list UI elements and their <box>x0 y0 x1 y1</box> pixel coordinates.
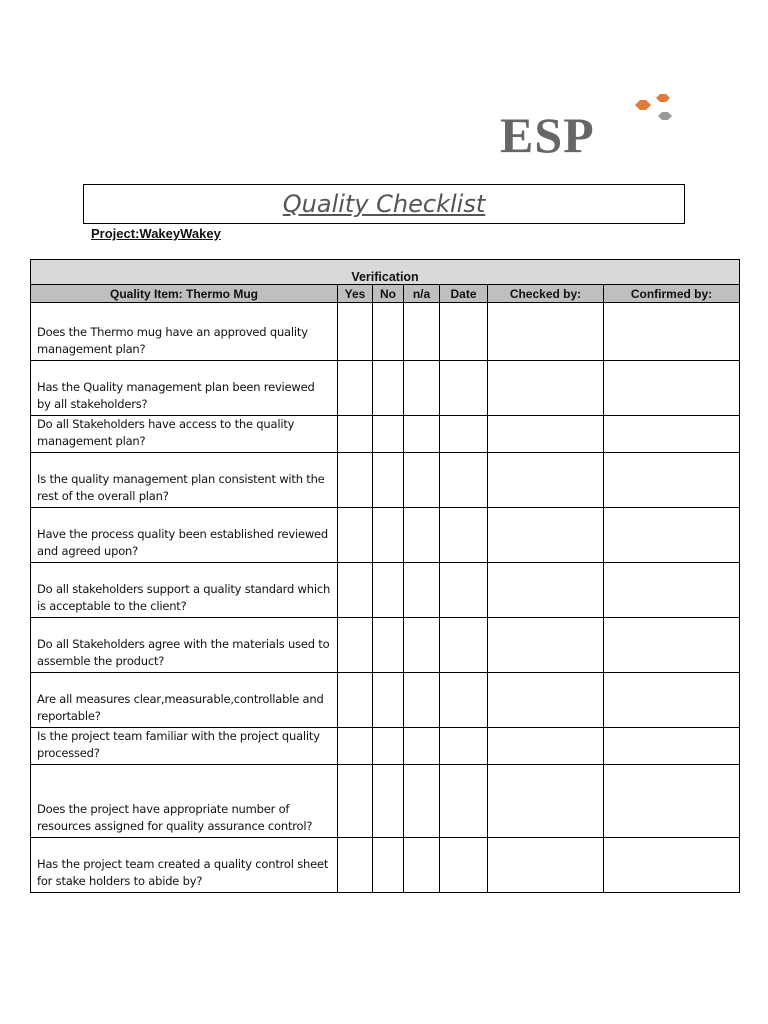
confirmed-by-cell[interactable] <box>604 508 740 563</box>
column-header-quality-item: Quality Item: Thermo Mug <box>31 285 338 303</box>
checked-by-cell[interactable] <box>488 416 604 453</box>
date-cell[interactable] <box>440 303 488 361</box>
na-cell[interactable] <box>404 838 440 893</box>
yes-cell[interactable] <box>338 303 373 361</box>
table-row <box>31 765 740 838</box>
no-cell[interactable] <box>373 765 404 838</box>
no-cell[interactable] <box>373 361 404 416</box>
date-cell[interactable] <box>440 765 488 838</box>
checked-by-cell[interactable] <box>488 453 604 508</box>
table-row <box>31 838 740 893</box>
na-cell[interactable] <box>404 618 440 673</box>
date-cell[interactable] <box>440 361 488 416</box>
title-box <box>83 184 685 224</box>
no-cell[interactable] <box>373 508 404 563</box>
table-row <box>31 361 740 416</box>
quality-checklist-table <box>30 259 740 893</box>
question-cell: Have the process quality been established reviewed and agreed upon? <box>31 508 338 563</box>
no-cell[interactable] <box>373 416 404 453</box>
no-cell[interactable] <box>373 303 404 361</box>
hexagon-cluster-icon <box>630 92 680 128</box>
yes-cell[interactable] <box>338 838 373 893</box>
column-header-no: No <box>373 285 404 303</box>
table-row <box>31 416 740 453</box>
checked-by-cell[interactable] <box>488 563 604 618</box>
no-cell[interactable] <box>373 838 404 893</box>
yes-cell[interactable] <box>338 765 373 838</box>
no-cell[interactable] <box>373 563 404 618</box>
no-cell[interactable] <box>373 673 404 728</box>
na-cell[interactable] <box>404 361 440 416</box>
yes-cell[interactable] <box>338 563 373 618</box>
question-cell: Is the project team familiar with the project quality processed? <box>31 728 338 765</box>
confirmed-by-cell[interactable] <box>604 416 740 453</box>
yes-cell[interactable] <box>338 416 373 453</box>
yes-cell[interactable] <box>338 453 373 508</box>
checked-by-cell[interactable] <box>488 618 604 673</box>
checked-by-cell[interactable] <box>488 303 604 361</box>
date-cell[interactable] <box>440 838 488 893</box>
question-cell: Does the Thermo mug have an approved quality management plan? <box>31 303 338 361</box>
no-cell[interactable] <box>373 728 404 765</box>
yes-cell[interactable] <box>338 361 373 416</box>
date-cell[interactable] <box>440 563 488 618</box>
project-label: Project:WakeyWakey <box>91 226 221 241</box>
column-header-confirmed-by: Confirmed by: <box>604 285 740 303</box>
column-header-date: Date <box>440 285 488 303</box>
table-row <box>31 453 740 508</box>
na-cell[interactable] <box>404 563 440 618</box>
confirmed-by-cell[interactable] <box>604 765 740 838</box>
column-header-na: n/a <box>404 285 440 303</box>
na-cell[interactable] <box>404 453 440 508</box>
checked-by-cell[interactable] <box>488 508 604 563</box>
column-header-yes: Yes <box>338 285 373 303</box>
checked-by-cell[interactable] <box>488 728 604 765</box>
table-row <box>31 728 740 765</box>
na-cell[interactable] <box>404 728 440 765</box>
logo-text: ESP <box>500 107 595 163</box>
na-cell[interactable] <box>404 416 440 453</box>
na-cell[interactable] <box>404 673 440 728</box>
date-cell[interactable] <box>440 618 488 673</box>
confirmed-by-cell[interactable] <box>604 673 740 728</box>
table-row <box>31 563 740 618</box>
question-cell: Has the Quality management plan been reviewed by all stakeholders? <box>31 361 338 416</box>
confirmed-by-cell[interactable] <box>604 361 740 416</box>
column-header-checked-by: Checked by: <box>488 285 604 303</box>
question-cell: Is the quality management plan consistent with the rest of the overall plan? <box>31 453 338 508</box>
date-cell[interactable] <box>440 673 488 728</box>
yes-cell[interactable] <box>338 673 373 728</box>
esp-logo <box>500 92 680 163</box>
yes-cell[interactable] <box>338 508 373 563</box>
question-cell: Are all measures clear,measurable,controllable and reportable? <box>31 673 338 728</box>
confirmed-by-cell[interactable] <box>604 728 740 765</box>
table-row <box>31 618 740 673</box>
date-cell[interactable] <box>440 453 488 508</box>
question-cell: Do all Stakeholders have access to the quality management plan? <box>31 416 338 453</box>
na-cell[interactable] <box>404 303 440 361</box>
verification-header: Verification <box>31 260 740 285</box>
confirmed-by-cell[interactable] <box>604 618 740 673</box>
confirmed-by-cell[interactable] <box>604 563 740 618</box>
confirmed-by-cell[interactable] <box>604 303 740 361</box>
date-cell[interactable] <box>440 508 488 563</box>
question-cell: Do all Stakeholders agree with the materials used to assemble the product? <box>31 618 338 673</box>
date-cell[interactable] <box>440 728 488 765</box>
question-cell: Has the project team created a quality control sheet for stake holders to abide by? <box>31 838 338 893</box>
yes-cell[interactable] <box>338 728 373 765</box>
checked-by-cell[interactable] <box>488 673 604 728</box>
confirmed-by-cell[interactable] <box>604 453 740 508</box>
date-cell[interactable] <box>440 416 488 453</box>
na-cell[interactable] <box>404 508 440 563</box>
checked-by-cell[interactable] <box>488 765 604 838</box>
confirmed-by-cell[interactable] <box>604 838 740 893</box>
no-cell[interactable] <box>373 618 404 673</box>
question-cell: Do all stakeholders support a quality standard which is acceptable to the client? <box>31 563 338 618</box>
na-cell[interactable] <box>404 765 440 838</box>
checked-by-cell[interactable] <box>488 361 604 416</box>
table-row <box>31 303 740 361</box>
table-row <box>31 673 740 728</box>
checked-by-cell[interactable] <box>488 838 604 893</box>
page-title: Quality Checklist <box>282 190 486 218</box>
no-cell[interactable] <box>373 453 404 508</box>
yes-cell[interactable] <box>338 618 373 673</box>
table-row <box>31 508 740 563</box>
question-cell: Does the project have appropriate number of resources assigned for quality assurance control? <box>31 765 338 838</box>
